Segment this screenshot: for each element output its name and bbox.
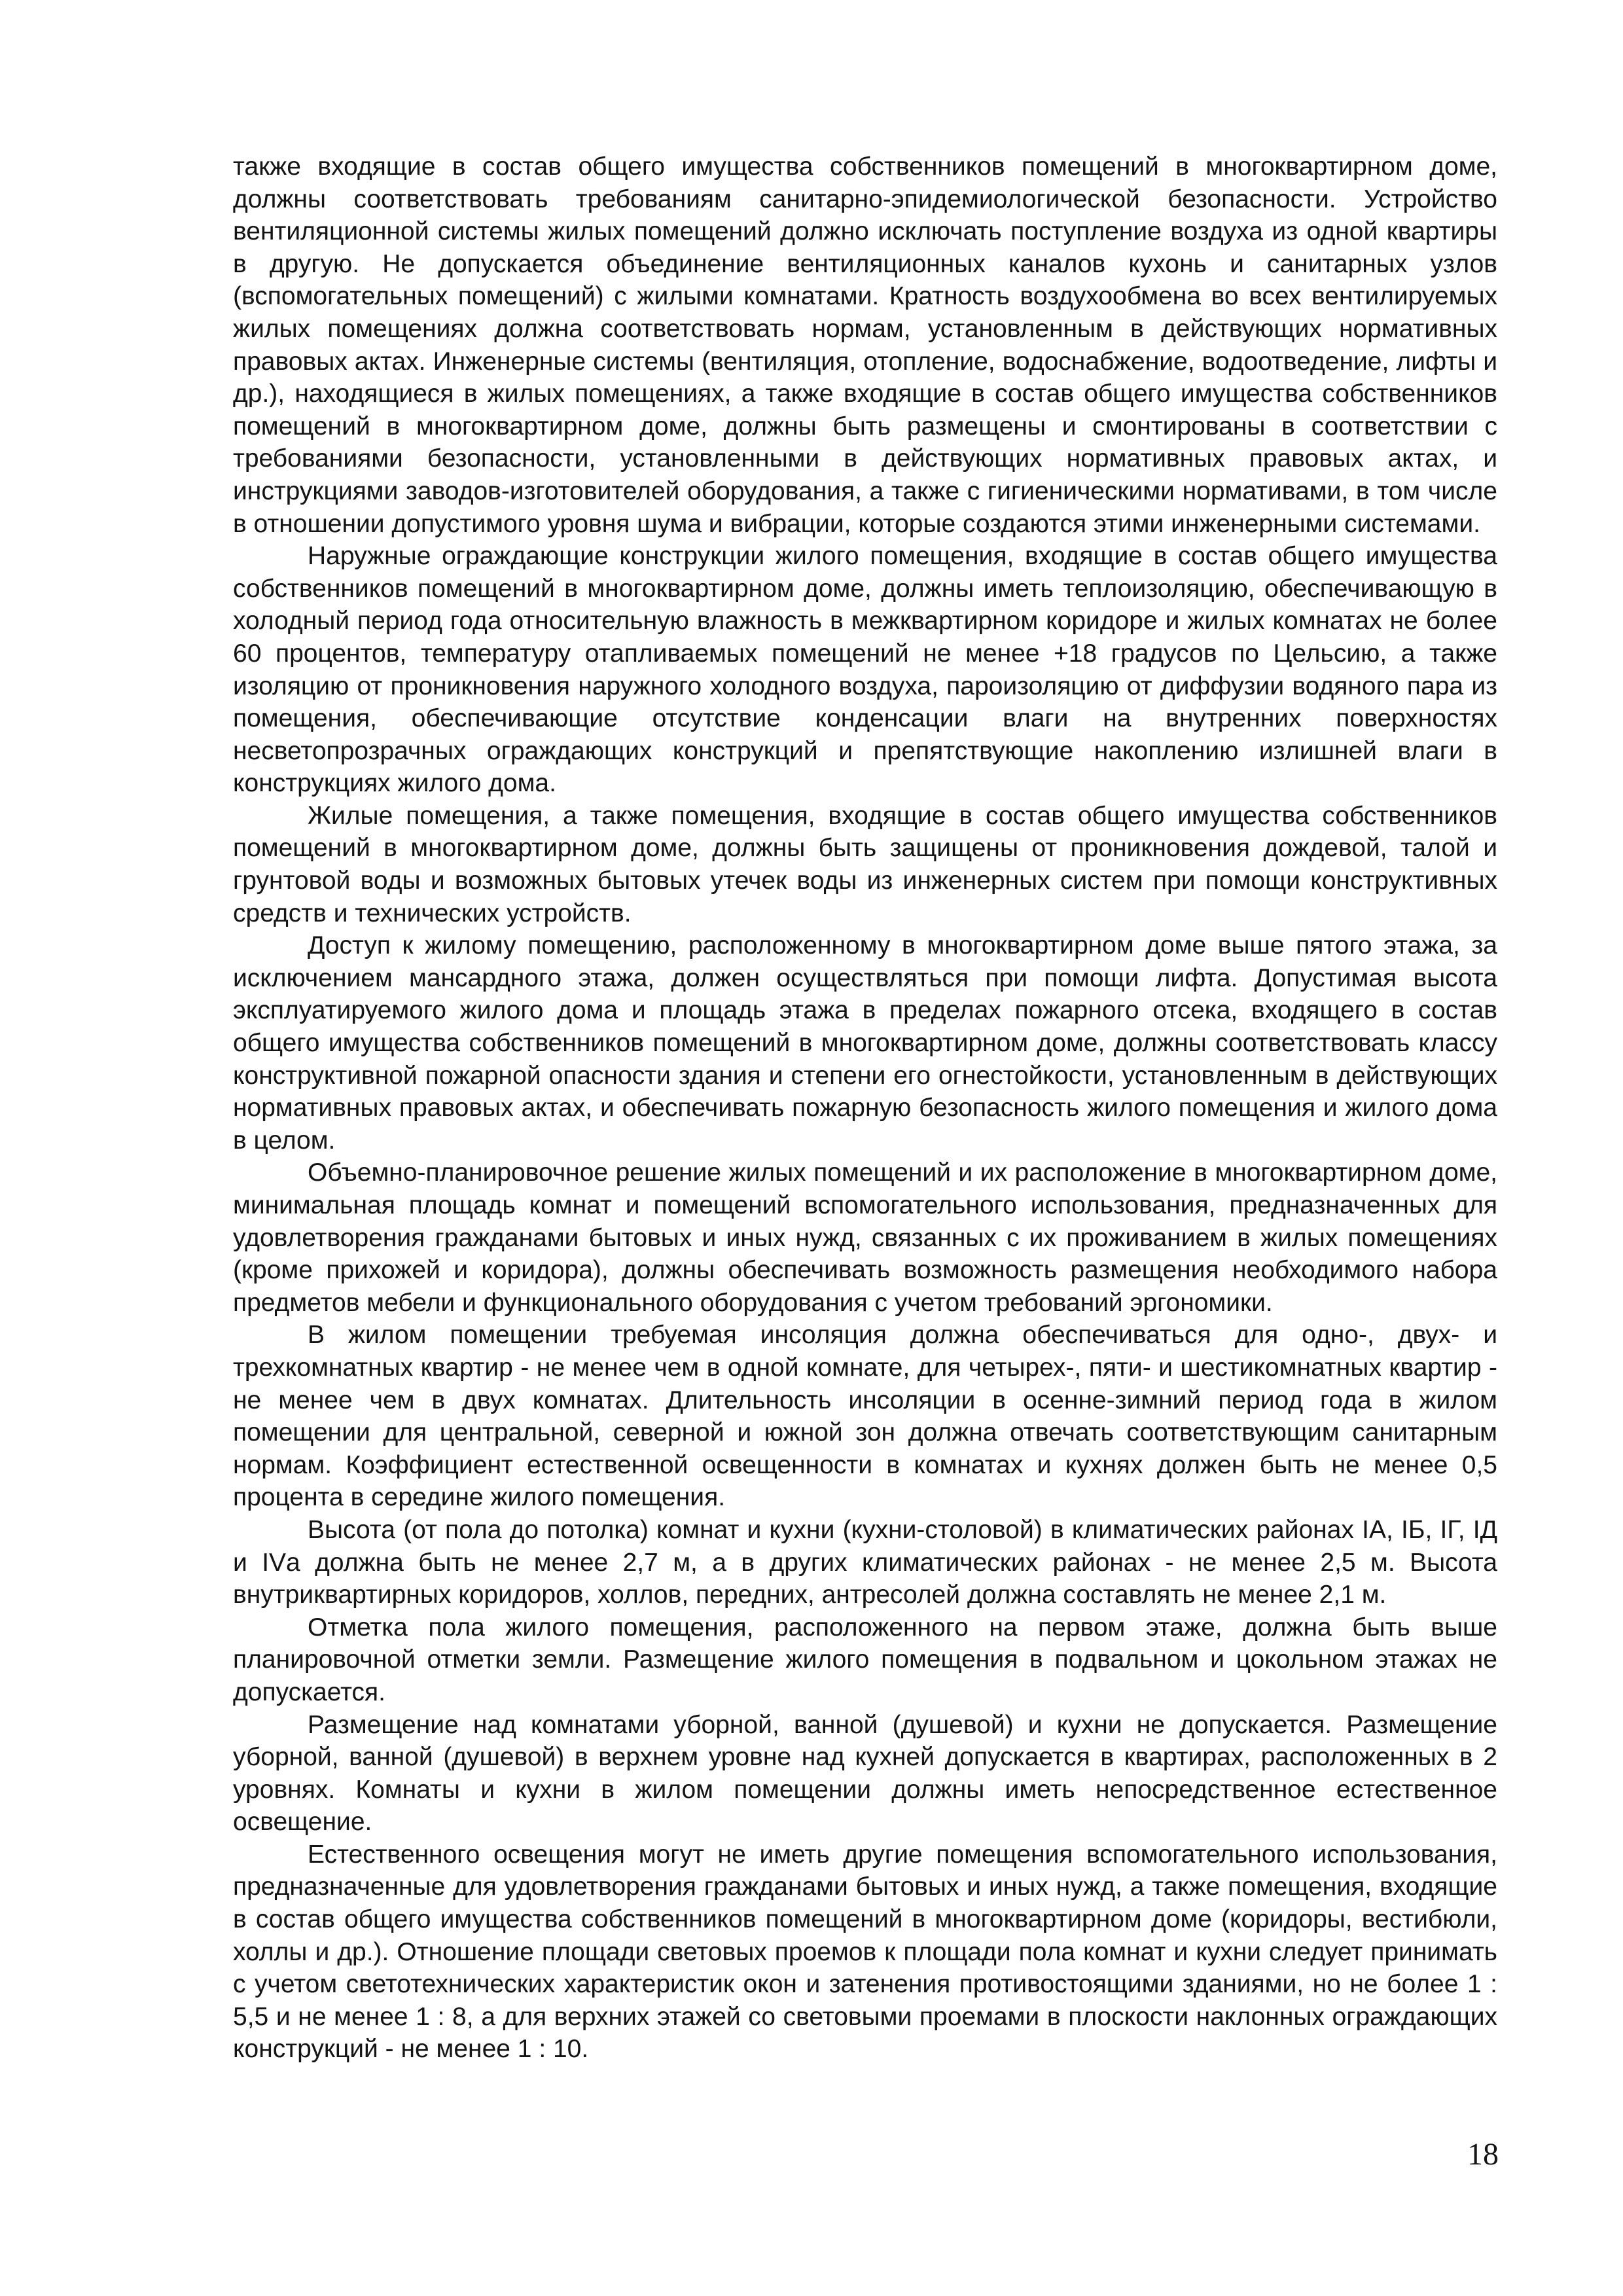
paragraph-room-placement: Размещение над комнатами уборной, ванной (душевой) и кухни не допускается. Размещение уборной, ванной (душевой) в верхнем уровне над кухней допускается в квартирах, расположенных в 2 уровнях. Комнаты и кухни в жилом помещении должны иметь непосредственное естественное освещение. <box>233 1710 1497 1837</box>
paragraph-insolation: В жилом помещении требуемая инсоляция должна обеспечиваться для одно-, двух- и трехкомнатных квартир - не менее чем в одной комнате, для четырех-, пяти- и шестикомнатных квартир - не менее чем в двух комнатах. Длительность инсоляции в осенне-зимний период года в жилом помещении для центральной, северной и южной зон должна отвечать соответствующим санитарным нормам. Коэффициент естественной освещенности в комнатах и кухнях должен быть не менее 0,5 процента в середине жилого помещения. <box>233 1321 1497 1512</box>
paragraph-space-planning: Объемно-планировочное решение жилых помещений и их расположение в многоквартирном доме, минимальная площадь комнат и помещений вспомогательного использования, предназначенных для удовлетворения гражданами бытовых и иных нужд, связанных с их проживанием в жилых помещениях (кроме прихожей и коридора), должны обеспечивать возможность размещения необходимого набора предметов мебели и функционального оборудования с учетом требований эргономики. <box>233 1158 1497 1317</box>
paragraph-ventilation-continued: также входящие в состав общего имущества собственников помещений в многоквартирном доме, должны соответствовать требованиям санитарно-эпидемиологической безопасности. Устройство вентиляционной системы жилых помещений должно исключать поступление воздуха из одной квартиры в другую. Не допускается объединение вентиляционных каналов кухонь и санитарных узлов (вспомогательных помещений) с жилыми комнатами. Кратность воздухообмена во всех вентилируемых жилых помещениях должна соответствовать нормам, установленным в действующих нормативных правовых актах. Инженерные системы (вентиляция, отопление, водоснабжение, водоотведение, лифты и др.), находящиеся в жилых помещениях, а также входящие в состав общего имущества собственников помещений в многоквартирном доме, должны быть размещены и смонтированы в соответствии с требованиями безопасности, установленными в действующих нормативных правовых актах, и инструкциями заводов-изготовителей оборудования, а также с гигиеническими нормативами, в том числе в отношении допустимого уровня шума и вибрации, которые создаются этими инженерными системами. <box>233 152 1497 538</box>
document-body <box>233 151 1497 2066</box>
paragraph-elevator-access: Доступ к жилому помещению, расположенному в многоквартирном доме выше пятого этажа, за исключением мансардного этажа, должен осуществляться при помощи лифта. Допустимая высота эксплуатируемого жилого дома и площадь этажа в пределах пожарного отсека, входящего в состав общего имущества собственников помещений в многоквартирном доме, должны соответствовать классу конструктивной пожарной опасности здания и степени его огнестойкости, установленным в действующих нормативных правовых актах, и обеспечивать пожарную безопасность жилого помещения и жилого дома в целом. <box>233 931 1497 1155</box>
paragraph-natural-lighting: Естественного освещения могут не иметь другие помещения вспомогательного использования, предназначенные для удовлетворения гражданами бытовых и иных нужд, а также помещения, входящие в состав общего имущества собственников помещений в многоквартирном доме (коридоры, вестибюли, холлы и др.). Отношение площади световых проемов к площади пола комнат и кухни следует принимать с учетом светотехнических характеристик окон и затенения противостоящими зданиями, но не более 1 : 5,5 и не менее 1 : 8, а для верхних этажей со световыми проемами в плоскости наклонных ограждающих конструкций - не менее 1 : 10. <box>233 1840 1497 2064</box>
paragraph-ceiling-height: Высота (от пола до потолка) комнат и кухни (кухни-столовой) в климатических районах IА, IБ, IГ, IД и IVа должна быть не менее 2,7 м, а в других климатических районах - не менее 2,5 м. Высота внутриквартирных коридоров, холлов, передних, антресолей должна составлять не менее 2,1 м. <box>233 1515 1497 1609</box>
page-number: 18 <box>1467 2137 1499 2172</box>
paragraph-water-protection: Жилые помещения, а также помещения, входящие в состав общего имущества собственников помещений в многоквартирном доме, должны быть защищены от проникновения дождевой, талой и грунтовой воды и возможных бытовых утечек воды из инженерных систем при помощи конструктивных средств и технических устройств. <box>233 801 1497 927</box>
paragraph-external-enclosures: Наружные ограждающие конструкции жилого помещения, входящие в состав общего имущества собственников помещений в многоквартирном доме, должны иметь теплоизоляцию, обеспечивающую в холодный период года относительную влажность в межквартирном коридоре и жилых комнатах не более 60 процентов, температуру отапливаемых помещений не менее +18 градусов по Цельсию, а также изоляцию от проникновения наружного холодного воздуха, пароизоляцию от диффузии водяного пара из помещения, обеспечивающие отсутствие конденсации влаги на внутренних поверхностях несветопрозрачных ограждающих конструкций и препятствующие накоплению излишней влаги в конструкциях жилого дома. <box>233 542 1497 798</box>
paragraph-floor-level: Отметка пола жилого помещения, расположенного на первом этаже, должна быть выше планировочной отметки земли. Размещение жилого помещения в подвальном и цокольном этажах не допускается. <box>233 1613 1497 1706</box>
